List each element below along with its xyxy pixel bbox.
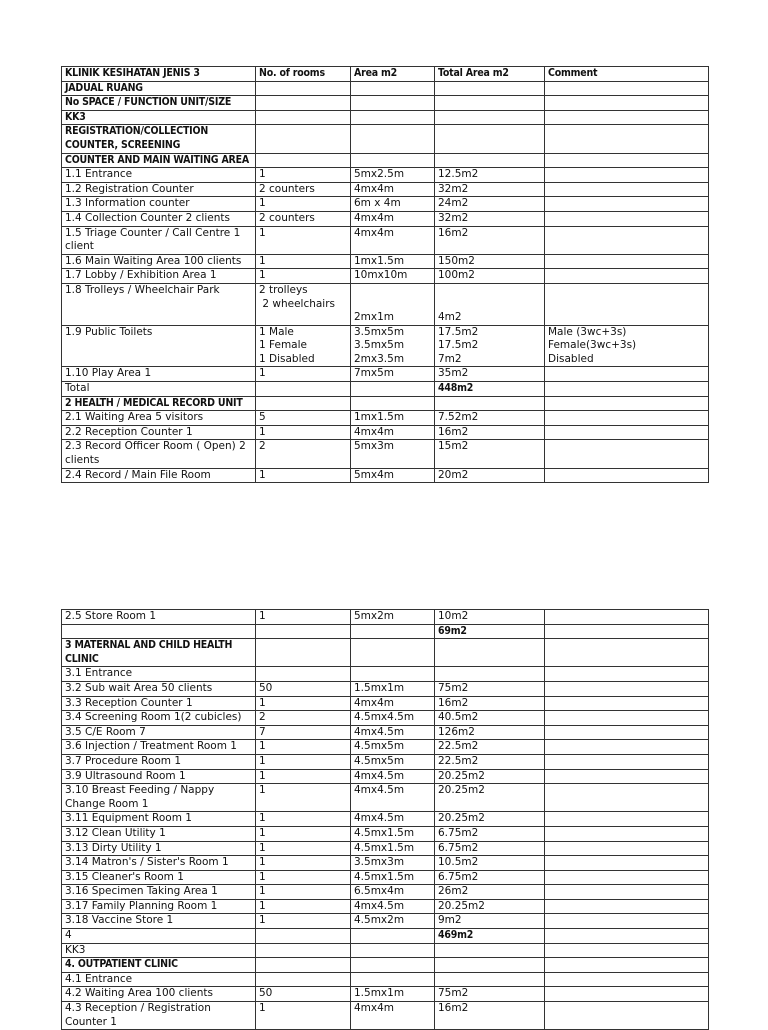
- table-cell: [351, 929, 435, 944]
- table-cell: Total: [62, 382, 256, 397]
- table-cell: 2 counters: [256, 182, 351, 197]
- table-row: [62, 110, 709, 125]
- table-cell: [256, 639, 351, 667]
- table-row: [62, 197, 709, 212]
- table-cell: 1.3 Information counter: [62, 197, 256, 212]
- table-cell: 4mx4.5m: [351, 725, 435, 740]
- table-cell: 1mx1.5m: [351, 254, 435, 269]
- column-header: No. of rooms: [256, 67, 351, 82]
- table-cell: 2 HEALTH / MEDICAL RECORD UNIT: [62, 396, 256, 411]
- table-cell: 4.5mx1.5m: [351, 870, 435, 885]
- table-cell: 6.75m2: [435, 826, 545, 841]
- table-cell: [351, 125, 435, 153]
- table-cell: [545, 1002, 709, 1030]
- table-cell: 12.5m2: [435, 168, 545, 183]
- table-row: [62, 440, 709, 468]
- table-cell: [435, 958, 545, 973]
- table-cell: [435, 125, 545, 153]
- table-cell: 1: [256, 841, 351, 856]
- table-cell: 4.5mx1.5m: [351, 841, 435, 856]
- table-cell: 1.5mx1m: [351, 987, 435, 1002]
- table-cell: [545, 681, 709, 696]
- table-cell: 4mx4.5m: [351, 899, 435, 914]
- table-cell: [545, 182, 709, 197]
- table-cell: [256, 624, 351, 639]
- table-cell: 1mx1.5m: [351, 411, 435, 426]
- table-cell: [435, 153, 545, 168]
- table-row: [62, 856, 709, 871]
- table-cell: 1: [256, 1002, 351, 1030]
- table-cell: 1: [256, 812, 351, 827]
- table-cell: 3.5 C/E Room 7: [62, 725, 256, 740]
- table-cell: [256, 153, 351, 168]
- table-cell: 2.3 Record Officer Room ( Open) 2 clients: [62, 440, 256, 468]
- table-cell: 20.25m2: [435, 784, 545, 812]
- table-cell: 3.15 Cleaner's Room 1: [62, 870, 256, 885]
- table-row: [62, 81, 709, 96]
- table-cell: 1.4 Collection Counter 2 clients: [62, 211, 256, 226]
- table-cell: 4mx4m: [351, 211, 435, 226]
- table-row: [62, 211, 709, 226]
- table-cell: 4.3 Reception / Registration Counter 1: [62, 1002, 256, 1030]
- table-cell: [545, 899, 709, 914]
- table-cell: [351, 958, 435, 973]
- table-cell: 3.17 Family Planning Room 1: [62, 899, 256, 914]
- table-row: [62, 667, 709, 682]
- table-cell: 3.13 Dirty Utility 1: [62, 841, 256, 856]
- table-cell: [256, 81, 351, 96]
- table-cell: [545, 987, 709, 1002]
- table-cell: 1: [256, 885, 351, 900]
- table-cell: 40.5m2: [435, 711, 545, 726]
- table-cell: 16m2: [435, 226, 545, 254]
- column-header: KLINIK KESIHATAN JENIS 3: [62, 67, 256, 82]
- table-cell: 1 Male 1 Female 1 Disabled: [256, 325, 351, 367]
- table-row: [62, 812, 709, 827]
- table-cell: 1.2 Registration Counter: [62, 182, 256, 197]
- table-row: [62, 396, 709, 411]
- table-cell: 16m2: [435, 696, 545, 711]
- table-cell: 1: [256, 168, 351, 183]
- table-cell: 32m2: [435, 211, 545, 226]
- table-cell: 24m2: [435, 197, 545, 212]
- table-cell: [351, 110, 435, 125]
- table-row: [62, 254, 709, 269]
- table-cell: [545, 856, 709, 871]
- table-cell: 5mx3m: [351, 440, 435, 468]
- table-cell: [256, 958, 351, 973]
- table-cell: 3.5mx5m 3.5mx5m 2mx3.5m: [351, 325, 435, 367]
- table-cell: 1.1 Entrance: [62, 168, 256, 183]
- table-cell: 20.25m2: [435, 899, 545, 914]
- table-cell: 4.5mx4.5m: [351, 711, 435, 726]
- table-row: [62, 681, 709, 696]
- table-row: [62, 841, 709, 856]
- table-cell: 1: [256, 254, 351, 269]
- table-cell: 6.75m2: [435, 870, 545, 885]
- table-cell: 4mx4m: [351, 182, 435, 197]
- table-cell: 20.25m2: [435, 769, 545, 784]
- table-cell: 1: [256, 696, 351, 711]
- table-cell: [351, 396, 435, 411]
- table-cell: [545, 168, 709, 183]
- table-cell: [545, 211, 709, 226]
- table-cell: 1: [256, 226, 351, 254]
- table-row: [62, 784, 709, 812]
- table-cell: 3.9 Ultrasound Room 1: [62, 769, 256, 784]
- table-row: [62, 870, 709, 885]
- table-cell: 4mx4m: [351, 1002, 435, 1030]
- table-cell: [545, 610, 709, 625]
- table-cell: 3.18 Vaccine Store 1: [62, 914, 256, 929]
- table-row: [62, 769, 709, 784]
- table-cell: [545, 784, 709, 812]
- table-cell: [545, 197, 709, 212]
- table-row: [62, 168, 709, 183]
- table-cell: [435, 96, 545, 111]
- table-row: [62, 972, 709, 987]
- table-cell: JADUAL RUANG: [62, 81, 256, 96]
- table-cell: 22.5m2: [435, 740, 545, 755]
- table-cell: 448m2: [435, 382, 545, 397]
- table-cell: 4.1 Entrance: [62, 972, 256, 987]
- table-cell: [351, 382, 435, 397]
- table-cell: 2 counters: [256, 211, 351, 226]
- table-cell: [545, 226, 709, 254]
- table-cell: 10.5m2: [435, 856, 545, 871]
- table-cell: [435, 639, 545, 667]
- table-cell: 1: [256, 468, 351, 483]
- table-cell: 4.5mx5m: [351, 740, 435, 755]
- table-cell: 1: [256, 826, 351, 841]
- table-cell: 469m2: [435, 929, 545, 944]
- table-cell: [545, 396, 709, 411]
- table-cell: 150m2: [435, 254, 545, 269]
- table-cell: [545, 972, 709, 987]
- table-cell: 26m2: [435, 885, 545, 900]
- table-cell: 4mx4.5m: [351, 812, 435, 827]
- table-cell: 1: [256, 740, 351, 755]
- table-cell: 3.2 Sub wait Area 50 clients: [62, 681, 256, 696]
- table-cell: [545, 914, 709, 929]
- table-cell: [545, 812, 709, 827]
- table-cell: 1: [256, 784, 351, 812]
- table-cell: 4mx4m: [351, 226, 435, 254]
- table-cell: REGISTRATION/COLLECTION COUNTER, SCREENING: [62, 125, 256, 153]
- table-cell: [545, 440, 709, 468]
- table-cell: 32m2: [435, 182, 545, 197]
- table-cell: 50: [256, 681, 351, 696]
- table-row: [62, 226, 709, 254]
- table-cell: [545, 411, 709, 426]
- table-row: [62, 725, 709, 740]
- table-cell: 1.7 Lobby / Exhibition Area 1: [62, 269, 256, 284]
- table-cell: 100m2: [435, 269, 545, 284]
- table-cell: [435, 667, 545, 682]
- table-row: [62, 624, 709, 639]
- table-cell: 3.16 Specimen Taking Area 1: [62, 885, 256, 900]
- table-cell: 2.2 Reception Counter 1: [62, 425, 256, 440]
- table-cell: Male (3wc+3s) Female(3wc+3s) Disabled: [545, 325, 709, 367]
- table-row: [62, 987, 709, 1002]
- table-row: [62, 754, 709, 769]
- table-cell: 10m2: [435, 610, 545, 625]
- space-schedule-table-2: [61, 609, 709, 1030]
- table-cell: 3.10 Breast Feeding / Nappy Change Room 1: [62, 784, 256, 812]
- table-cell: 1.5 Triage Counter / Call Centre 1 client: [62, 226, 256, 254]
- table-cell: [256, 110, 351, 125]
- table-cell: 20m2: [435, 468, 545, 483]
- table-cell: 2: [256, 711, 351, 726]
- table-cell: [351, 624, 435, 639]
- table-cell: No SPACE / FUNCTION UNIT/SIZE: [62, 96, 256, 111]
- table-cell: [256, 667, 351, 682]
- table-cell: [545, 81, 709, 96]
- table-cell: 1.9 Public Toilets: [62, 325, 256, 367]
- table-row: [62, 610, 709, 625]
- table-cell: [351, 943, 435, 958]
- table-row: [62, 125, 709, 153]
- table-cell: 10mx10m: [351, 269, 435, 284]
- table-row: [62, 269, 709, 284]
- table-cell: 1.10 Play Area 1: [62, 367, 256, 382]
- table-row: [62, 943, 709, 958]
- table-cell: [545, 870, 709, 885]
- table-row: [62, 1002, 709, 1030]
- table-cell: 4.2 Waiting Area 100 clients: [62, 987, 256, 1002]
- table-cell: 1: [256, 425, 351, 440]
- table-cell: 5: [256, 411, 351, 426]
- table-cell: 126m2: [435, 725, 545, 740]
- table-cell: 2: [256, 440, 351, 468]
- table-cell: [435, 81, 545, 96]
- table-cell: [351, 667, 435, 682]
- table-row: [62, 740, 709, 755]
- table-cell: 75m2: [435, 681, 545, 696]
- table-cell: [351, 81, 435, 96]
- table-cell: 3.6 Injection / Treatment Room 1: [62, 740, 256, 755]
- table-cell: [545, 153, 709, 168]
- table-cell: [435, 396, 545, 411]
- table-cell: 2.1 Waiting Area 5 visitors: [62, 411, 256, 426]
- table-cell: [545, 283, 709, 325]
- table-cell: 1: [256, 197, 351, 212]
- table-cell: 2.5 Store Room 1: [62, 610, 256, 625]
- table-cell: 3.1 Entrance: [62, 667, 256, 682]
- table-cell: [435, 972, 545, 987]
- table-cell: 6.5mx4m: [351, 885, 435, 900]
- table-row: [62, 411, 709, 426]
- table-cell: 1: [256, 769, 351, 784]
- table-cell: [351, 639, 435, 667]
- table-cell: 3.7 Procedure Room 1: [62, 754, 256, 769]
- table-cell: 1: [256, 269, 351, 284]
- table-cell: 1: [256, 367, 351, 382]
- table-cell: [545, 382, 709, 397]
- table-row: [62, 914, 709, 929]
- table-cell: [545, 929, 709, 944]
- table-cell: [351, 96, 435, 111]
- table-cell: 1: [256, 870, 351, 885]
- table-cell: 1: [256, 754, 351, 769]
- table-cell: 5mx4m: [351, 468, 435, 483]
- table-cell: [545, 269, 709, 284]
- table-cell: [545, 696, 709, 711]
- table-row: [62, 696, 709, 711]
- table-cell: 5mx2.5m: [351, 168, 435, 183]
- table-cell: KK3: [62, 110, 256, 125]
- table-cell: [256, 96, 351, 111]
- table-cell: [545, 125, 709, 153]
- table-cell: [545, 725, 709, 740]
- table-cell: [351, 153, 435, 168]
- table-row: [62, 382, 709, 397]
- table-cell: 7: [256, 725, 351, 740]
- table-cell: 7mx5m: [351, 367, 435, 382]
- table-row: [62, 283, 709, 325]
- table-cell: [256, 125, 351, 153]
- table-cell: [435, 943, 545, 958]
- table-cell: [62, 624, 256, 639]
- table-cell: 2mx1m: [351, 283, 435, 325]
- table-cell: 4mx4.5m: [351, 769, 435, 784]
- table-cell: [545, 740, 709, 755]
- table-cell: 16m2: [435, 425, 545, 440]
- table-cell: [545, 639, 709, 667]
- table-cell: [545, 885, 709, 900]
- table-cell: 35m2: [435, 367, 545, 382]
- table-header-row: [62, 67, 709, 82]
- table-cell: 15m2: [435, 440, 545, 468]
- table-cell: 3.3 Reception Counter 1: [62, 696, 256, 711]
- table-row: [62, 425, 709, 440]
- table-row: [62, 468, 709, 483]
- table-row: [62, 826, 709, 841]
- table-cell: 3 MATERNAL AND CHILD HEALTH CLINIC: [62, 639, 256, 667]
- table-row: [62, 96, 709, 111]
- table-cell: 17.5m2 17.5m2 7m2: [435, 325, 545, 367]
- table-cell: 2 trolleys 2 wheelchairs: [256, 283, 351, 325]
- table-cell: 1: [256, 914, 351, 929]
- table-cell: [545, 826, 709, 841]
- table-cell: [545, 624, 709, 639]
- table-cell: 75m2: [435, 987, 545, 1002]
- table-cell: 1.5mx1m: [351, 681, 435, 696]
- table-cell: [545, 367, 709, 382]
- space-schedule-table-1: [61, 66, 709, 483]
- table-cell: 2.4 Record / Main File Room: [62, 468, 256, 483]
- table-cell: 3.4 Screening Room 1(2 cubicles): [62, 711, 256, 726]
- table-row: [62, 639, 709, 667]
- column-header: Area m2: [351, 67, 435, 82]
- table-cell: [545, 754, 709, 769]
- table-row: [62, 899, 709, 914]
- table-cell: 20.25m2: [435, 812, 545, 827]
- table-cell: 4mx4m: [351, 696, 435, 711]
- table-cell: 16m2: [435, 1002, 545, 1030]
- table-cell: 3.12 Clean Utility 1: [62, 826, 256, 841]
- table-cell: 4.5mx1.5m: [351, 826, 435, 841]
- table-cell: 4. OUTPATIENT CLINIC: [62, 958, 256, 973]
- table-cell: 1.8 Trolleys / Wheelchair Park: [62, 283, 256, 325]
- table-cell: [545, 110, 709, 125]
- column-header: Comment: [545, 67, 709, 82]
- table-cell: 6.75m2: [435, 841, 545, 856]
- table-row: [62, 182, 709, 197]
- table-cell: COUNTER AND MAIN WAITING AREA: [62, 153, 256, 168]
- table-cell: KK3: [62, 943, 256, 958]
- table-cell: 50: [256, 987, 351, 1002]
- table-cell: [351, 972, 435, 987]
- table-cell: 9m2: [435, 914, 545, 929]
- table-cell: [545, 667, 709, 682]
- table-cell: [545, 769, 709, 784]
- table-cell: [545, 96, 709, 111]
- table-cell: 5mx2m: [351, 610, 435, 625]
- table-cell: 3.5mx3m: [351, 856, 435, 871]
- table-cell: [545, 841, 709, 856]
- table-cell: 1: [256, 899, 351, 914]
- table-cell: [545, 711, 709, 726]
- table-cell: [256, 972, 351, 987]
- table-row: [62, 153, 709, 168]
- table-cell: 4.5mx2m: [351, 914, 435, 929]
- table-cell: [256, 396, 351, 411]
- table-cell: 69m2: [435, 624, 545, 639]
- table-cell: 4: [62, 929, 256, 944]
- table-cell: [545, 943, 709, 958]
- table-cell: [545, 254, 709, 269]
- table-cell: 3.14 Matron's / Sister's Room 1: [62, 856, 256, 871]
- table-cell: [256, 929, 351, 944]
- table-cell: [256, 382, 351, 397]
- table-row: [62, 325, 709, 367]
- table-cell: 4mx4.5m: [351, 784, 435, 812]
- table-cell: 4mx4m: [351, 425, 435, 440]
- table-cell: [256, 943, 351, 958]
- table-row: [62, 367, 709, 382]
- table-row: [62, 711, 709, 726]
- table-cell: 6m x 4m: [351, 197, 435, 212]
- table-cell: 1.6 Main Waiting Area 100 clients: [62, 254, 256, 269]
- column-header: Total Area m2: [435, 67, 545, 82]
- table-cell: 3.11 Equipment Room 1: [62, 812, 256, 827]
- table-cell: [545, 425, 709, 440]
- table-cell: 1: [256, 610, 351, 625]
- table-cell: [545, 468, 709, 483]
- table-row: [62, 958, 709, 973]
- table-cell: 4m2: [435, 283, 545, 325]
- table-cell: 7.52m2: [435, 411, 545, 426]
- table-row: [62, 929, 709, 944]
- table-row: [62, 885, 709, 900]
- table-cell: 4.5mx5m: [351, 754, 435, 769]
- table-cell: [545, 958, 709, 973]
- table-cell: 22.5m2: [435, 754, 545, 769]
- table-cell: 1: [256, 856, 351, 871]
- table-cell: [435, 110, 545, 125]
